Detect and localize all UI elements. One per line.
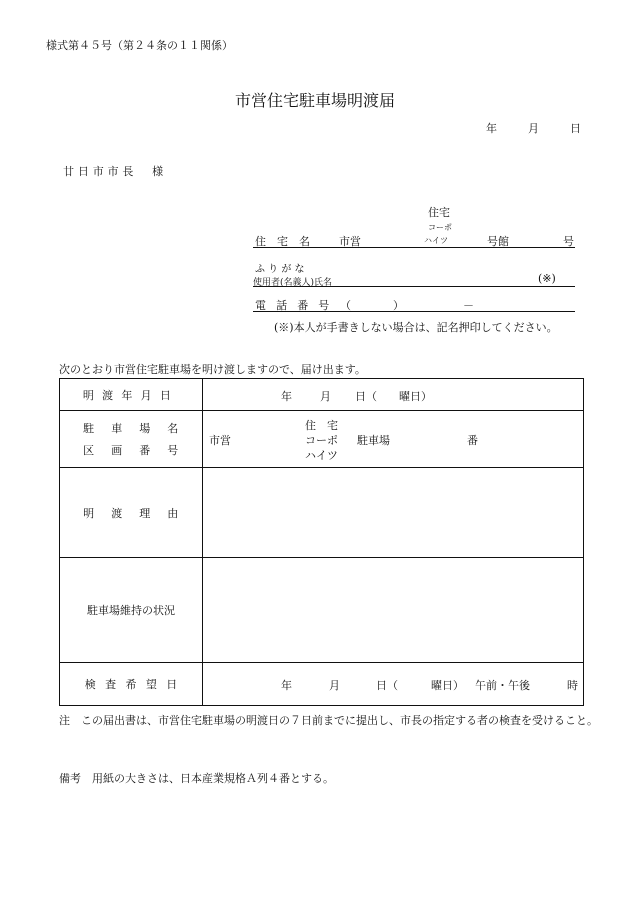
inspection-day-label: 日（ [376, 679, 398, 692]
condition-label-cell [60, 558, 203, 663]
vacate-weekday-label: 曜日） [399, 390, 432, 403]
reason-label: 明渡理由 [83, 506, 196, 520]
phone-paren-open: （ [340, 299, 351, 312]
seal-mark: (※) [538, 272, 556, 285]
parking-type-copo: コーポ [305, 434, 338, 447]
housing-type-copo: コーポ [428, 223, 452, 232]
date-day-label: 日 [570, 122, 581, 135]
parking-label-cell [60, 411, 203, 468]
parking-city-label: 市営 [209, 434, 231, 447]
vacate-year-label: 年 [281, 390, 292, 403]
inspection-year-label: 年 [281, 679, 292, 692]
row-vacate-date [60, 379, 584, 411]
vacate-day-label: 日（ [355, 390, 377, 403]
vacate-date-value-cell[interactable] [203, 379, 584, 411]
page-title: 市営住宅駐車場明渡届 [234, 91, 395, 110]
row-reason [60, 468, 584, 558]
addressee: 廿日市市長 様 [63, 165, 167, 178]
notification-table [59, 378, 584, 706]
parking-type-juutaku: 住 宅 [305, 419, 338, 432]
intro-text: 次のとおり市営住宅駐車場を明け渡しますので、届け出ます。 [59, 363, 366, 376]
remarks: 備考 用紙の大きさは、日本産業規格Ａ列４番とする。 [59, 772, 334, 785]
address-room-label: 号 [563, 235, 574, 248]
address-city-label: 市営 [339, 235, 361, 248]
name-label: 使用者(名義人)氏名 [253, 278, 333, 288]
row-condition [60, 558, 584, 663]
parking-type-heights: ハイツ [305, 449, 338, 462]
phone-paren-close: ） [393, 299, 404, 312]
condition-value-cell[interactable] [203, 558, 584, 663]
vacate-month-label: 月 [320, 390, 331, 403]
address-underline [253, 247, 575, 248]
vacate-date-label: 明渡年月日 [82, 388, 180, 402]
furigana-label: ふ り が な [255, 264, 305, 275]
reason-label-cell [60, 468, 203, 558]
phone-underline [253, 311, 575, 312]
inspection-ampm-label: 午前・午後 [475, 679, 530, 692]
address-label: 住 宅 名 [255, 235, 310, 248]
name-underline [253, 286, 575, 287]
date-year-label: 年 [486, 122, 497, 135]
inspection-label-cell [60, 663, 203, 706]
reason-value-cell[interactable] [203, 468, 584, 558]
phone-dash: － [463, 299, 474, 312]
inspection-weekday-label: 曜日） [431, 679, 464, 692]
phone-label: 電 話 番 号 [255, 299, 333, 312]
vacate-date-label-cell [60, 379, 203, 411]
housing-type-juutaku: 住宅 [428, 206, 450, 219]
parking-name-label: 駐車場名 [83, 422, 196, 435]
inspection-label: 検査希望日 [84, 678, 187, 691]
row-inspection [60, 663, 584, 706]
inspection-month-label: 月 [329, 679, 340, 692]
condition-label: 駐車場維持の状況 [87, 604, 175, 617]
applicant-note: (※)本人が手書きしない場合は、記名押印してください。 [274, 321, 558, 334]
date-month-label: 月 [528, 122, 539, 135]
parking-lot-label: 駐車場 [357, 434, 390, 447]
footnote: 注 この届出書は、市営住宅駐車場の明渡日の７日前までに提出し、市長の指定する者の検査を受けること。 [59, 714, 598, 727]
form-number: 様式第４５号（第２４条の１１関係） [46, 39, 233, 52]
address-building-label: 号館 [487, 235, 509, 248]
inspection-value-cell[interactable] [203, 663, 584, 706]
parking-value-cell[interactable] [203, 411, 584, 468]
row-parking [60, 411, 584, 468]
parking-number-label: 番 [467, 434, 478, 447]
lot-number-label: 区画番号 [83, 444, 196, 457]
date-line [486, 120, 581, 136]
inspection-hour-label: 時 [567, 679, 578, 692]
housing-type-heights: ハイツ [424, 236, 448, 245]
